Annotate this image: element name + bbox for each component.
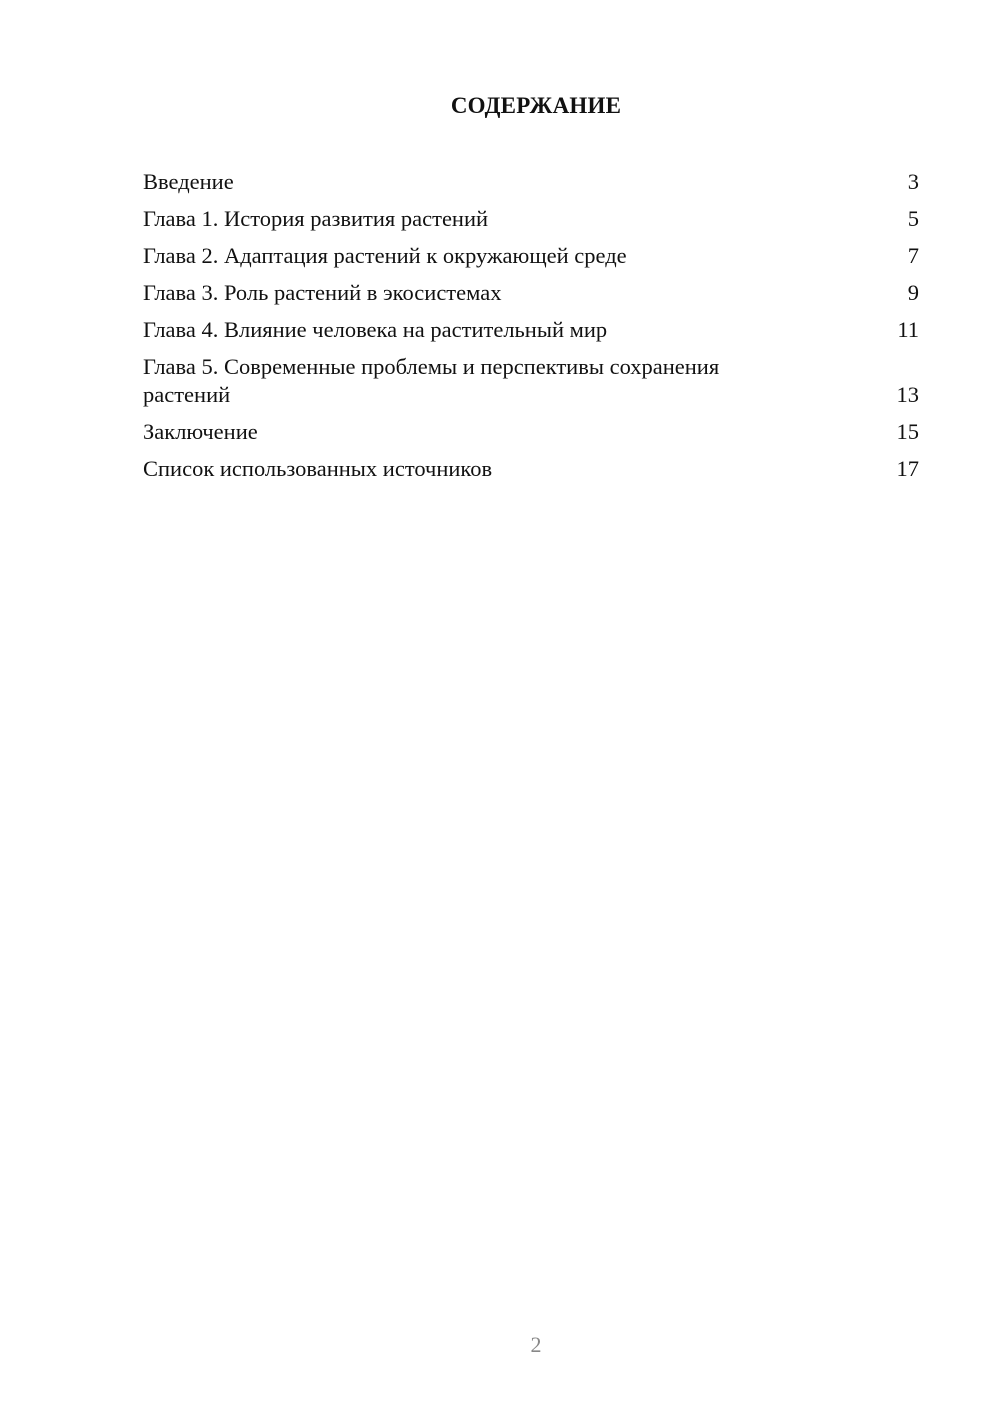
toc-entry-page: 17 (896, 456, 919, 481)
toc-entry-chapter-5 (143, 353, 919, 409)
toc-entry-title: Глава 4. Влияние человека на растительный мир (143, 317, 608, 342)
toc-entry-chapter-3 (143, 279, 919, 307)
toc-entry-title: Заключение (143, 419, 258, 444)
page-number: 2 (530, 1332, 542, 1357)
toc-entry-page: 11 (897, 317, 919, 342)
toc-entry-chapter-2 (143, 242, 919, 270)
toc-entry-page: 9 (907, 280, 919, 305)
toc-entry-chapter-1 (143, 205, 919, 233)
toc-entry-title: Введение (143, 169, 234, 194)
toc-entry-page: 13 (896, 382, 919, 407)
toc-entry-conclusion (143, 418, 919, 446)
toc-entry-references (143, 455, 919, 483)
toc-entry-title: Глава 2. Адаптация растений к окружающей среде (143, 243, 627, 268)
table-of-contents (143, 168, 919, 492)
toc-entry-title: Список использованных источников (143, 456, 493, 481)
toc-entry-introduction (143, 168, 919, 196)
toc-entry-title: Глава 5. Современные проблемы и перспективы сохранения растений (143, 354, 720, 407)
toc-entry-page: 5 (907, 206, 919, 231)
toc-entry-page: 15 (896, 419, 919, 444)
page-title: СОДЕРЖАНИЕ (450, 93, 622, 118)
toc-entry-title: Глава 3. Роль растений в экосистемах (143, 280, 502, 305)
toc-entry-chapter-4 (143, 316, 919, 344)
toc-entry-page: 7 (907, 243, 919, 268)
toc-entry-page: 3 (907, 169, 919, 194)
toc-entry-title: Глава 1. История развития растений (143, 206, 489, 231)
